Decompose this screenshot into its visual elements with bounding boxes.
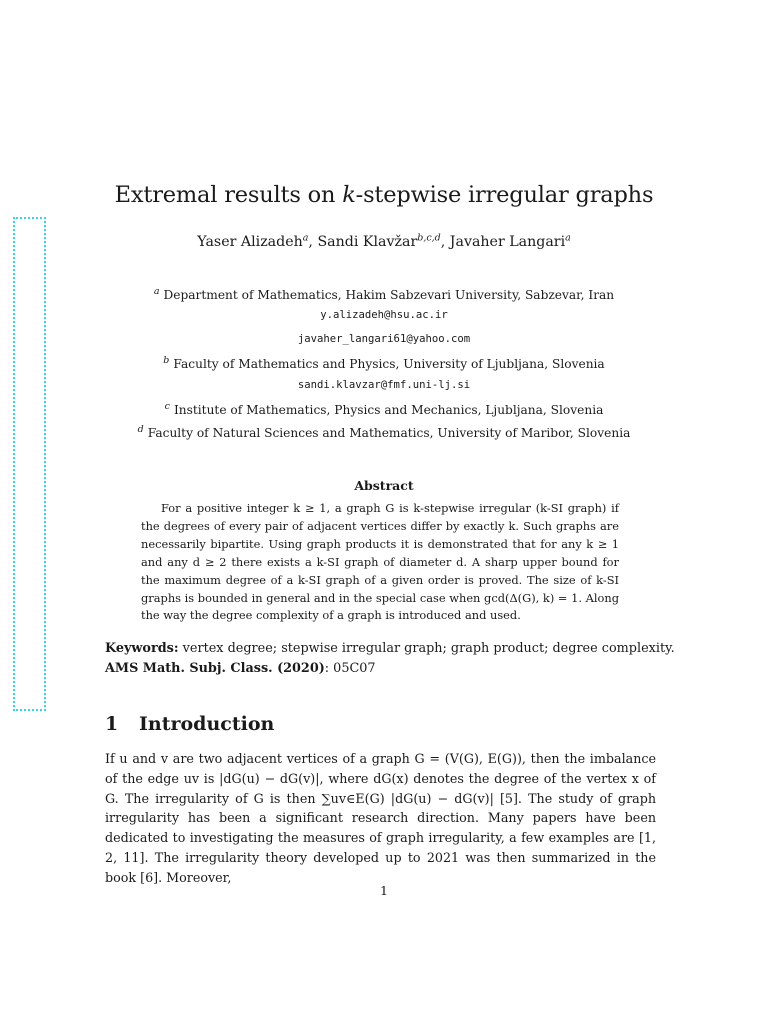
- ams-label: AMS Math. Subj. Class. (2020): [105, 661, 325, 676]
- ams-code: : 05C07: [324, 661, 376, 676]
- keywords-label: Keywords:: [105, 641, 179, 656]
- author-affiliation-mark: a: [302, 232, 309, 244]
- page-number: 1: [380, 883, 388, 898]
- keywords-line: [105, 639, 675, 679]
- affiliation-b: $^b$ Faculty of Mathematics and Physics, University of Ljubljana, Slovenia: [163, 355, 605, 371]
- abstract-heading: Abstract: [354, 478, 414, 493]
- section-heading: [105, 710, 274, 738]
- email-link[interactable]: javaher_langari61@yahoo.com: [297, 333, 471, 345]
- keywords-text: vertex degree; stepwise irregular graph; graph product; degree complexity.: [182, 641, 675, 656]
- author-list: Yaser Alizadeh$^a$, Sandi Klavžar$^{b,c,d}$, Javaher Langari$^a$: [197, 232, 571, 250]
- author-name: Yaser Alizadeh: [197, 234, 303, 250]
- email-link[interactable]: y.alizadeh@hsu.ac.ir: [320, 309, 448, 321]
- author-name: Sandi Klavžar: [317, 234, 418, 250]
- author-affiliation-mark: a: [565, 232, 571, 244]
- abstract-body: For a positive integer k ≥ 1, a graph G is k-stepwise irregular (k-SI graph) if the degrees of every pair of adjacent vertices differ by exactly k. Such graphs are necessarily bipartite. Using graph products it is demonstrated that for any k ≥ 1 and any d ≥ 2 there exists a k-SI graph of diameter d. A sharp upper bound for the maximum degree of a k-SI graph of a given order is proved. The size of k-SI graphs is bounded in general and in the special case when gcd(Δ(G), k) = 1. Along the way the degree complexity of a graph is introduced and used.: [141, 501, 619, 623]
- section-number: 1: [105, 713, 119, 735]
- affiliation-d: $^d$ Faculty of Natural Sciences and Mathematics, University of Maribor, Slovenia: [137, 424, 631, 440]
- section-title: Introduction: [139, 713, 275, 735]
- email-link[interactable]: sandi.klavzar@fmf.uni-lj.si: [297, 379, 471, 391]
- author-name: Javaher Langari: [449, 234, 566, 250]
- intro-paragraph: If u and v are two adjacent vertices of a graph G = (V(G), E(G)), then the imbalance of the edge uv is |dG(u) − dG(v)|, where dG(x) denotes the degree of the vertex x of G. The irregularity of G is then ∑uv∈E(G) |dG(u) − dG(v)| [5]. The study of graph irregularity has been a significant research direction. Many papers have been dedicated to investigating the measures of graph irregularity, a few examples are [1, 2, 11]. The irregularity theory developed up to 2021 was then summarized in the book [6]. Moreover,: [105, 751, 656, 885]
- paper-title: Extremal results on k-stepwise irregular graphs: [114, 182, 654, 208]
- author-affiliation-mark: b,c,d: [417, 232, 441, 244]
- affiliation-c: $^c$ Institute of Mathematics, Physics and Mechanics, Ljubljana, Slovenia: [164, 401, 604, 417]
- affiliation-a: $^a$ Department of Mathematics, Hakim Sabzevari University, Sabzevar, Iran: [153, 286, 615, 302]
